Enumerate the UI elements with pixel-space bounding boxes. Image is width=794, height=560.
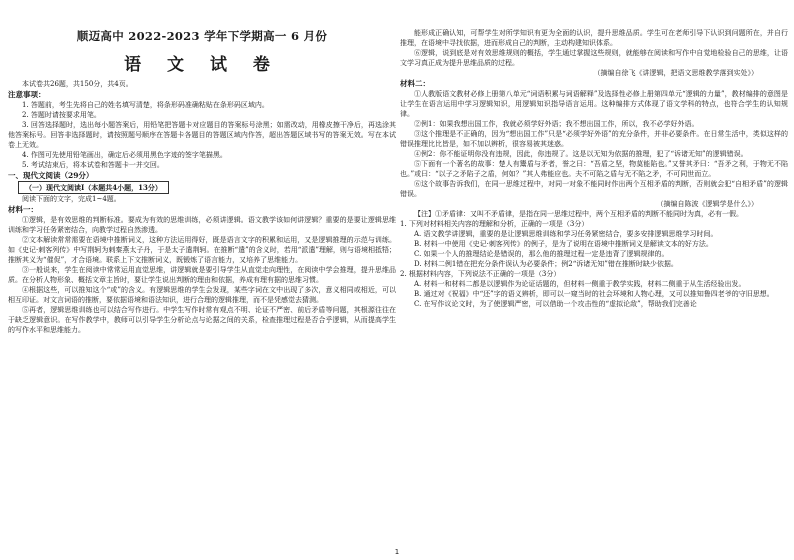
question-option: D. 材料二例1错在把充分条件误认为必要条件；例2“诉诸无知”错在推断时缺少依据。 [414, 260, 678, 268]
material-paragraph: ③一般说来，学生在阅读中常常运用直觉思维，讲逻辑就是要引导学生从直觉走向理性，在阅读中学会推理，提升思维品质。在分析人物形象、概括文章主旨时，要让学生说出判断的理由和依据，养成有理有据的思维习惯。 [8, 266, 396, 284]
question-option: C. 在写作议论文时，为了使逻辑严密，可以借助一个攻击性的“虚拟论敌”，帮助我们完善论 [414, 300, 697, 308]
notice-title: 注意事项： [8, 90, 46, 99]
notice-item: 3. 回答选择题时，选出每小题答案后，用铅笔把答题卡对应题目的答案标号涂黑；如需改动，用橡皮擦干净后，再选涂其他答案标号。回答非选择题时，请按照题号顺序在答题卡各题目的答题区域内作答，超出答题区域书写的答案无效。写在本试卷上无效。 [8, 121, 396, 149]
question-option: B. 通过对《祝福》中“还”字的语义辨析，即可以一窥当时的社会环境和人物心理，又可以推知鲁四老爷的守旧思想。 [414, 290, 774, 298]
material-paragraph: 能形成正确认知，可帮学生对所学知识有更为全面的认识，提升思维品质。学生可在老师引导下认识到问题所在，并自行推理，在语境中寻找依据，进而形成自己的判断，主动构建知识体系。 [400, 29, 788, 47]
notice-item: 5. 考试结束后，将本试卷和答题卡一并交回。 [22, 161, 164, 169]
material-paragraph: ③这个推理是不正确的，因为“想出国工作”只是“必须学好外语”的充分条件，并非必要条件。在日常生活中，类似这样的错误推理比比皆是，如不加以辨析，很容易被其迷惑。 [400, 130, 788, 148]
question-option: C. 如果一个人的推理结论是错误的，那么他的推理过程一定是违背了逻辑规律的。 [414, 250, 669, 258]
question-stem: 1. 下列对材料相关内容的理解和分析，正确的一项是（3分） [400, 220, 589, 228]
question-option: A. 材料一和材料二都是以逻辑作为论证话题的，但材料一侧重于教学实践，材料二侧重于从生活经验出发。 [414, 280, 746, 288]
right-column [400, 0, 788, 548]
material-paragraph: ④根据这些，可以推知这个“或”的含义。有逻辑思维的学生会发现，某些字词在文中出现了多次，意义相同或相近，可以相互印证。对文言词语的推断，要依据语境和语法知识，进行合理的逻辑推理，而不是凭感觉去猜测。 [8, 286, 396, 304]
subsection-label: （一）现代文阅读Ⅰ（本题共4小题，13分） [18, 181, 169, 194]
source-citation: （摘编自陈波《逻辑学是什么》） [656, 200, 758, 208]
material-paragraph: ⑤再者，逻辑思维训练也可以结合写作进行。中学生写作时常有观点不明、论证不严密、前后矛盾等问题，其根源往往在于缺乏逻辑意识。在写作教学中，教师可以引导学生分析论点与论据之间的关系，检查推理过程是否合乎逻辑，从而提高学生的写作水平和思维能力。 [8, 306, 396, 334]
question-option: B. 材料一中使用《史记·刺客列传》的例子，是为了说明在语境中推断词义是解读文本的好方法。 [414, 240, 713, 248]
reading-instruction: 阅读下面的文字，完成1~4题。 [22, 195, 121, 203]
subsection-title [8, 181, 396, 194]
page-number: 1 [394, 548, 400, 556]
material-label: 材料一： [8, 205, 38, 214]
notice-item: 4. 作图可先使用铅笔画出，确定后必须用黑色字迹的签字笔描黑。 [22, 151, 227, 159]
exam-info: 本试卷共26题，共150分，共4页。 [22, 80, 133, 88]
notice-item: 2. 答题时请按要求用笔。 [22, 111, 101, 119]
material-label: 材料二： [400, 79, 430, 88]
material-paragraph: ④例2：你不能证明你没有违规，因此，你违规了。这是以无知为依据的推理，犯了“诉诸无知”的逻辑错误。 [414, 150, 748, 158]
material-paragraph: ②文本解读常常需要在语境中推断词义，这种方法运用得好，既是语言文字的积累和运用，又是逻辑推理的示范与训练。如《史记·刺客列传》中写荆轲为刺秦燕太子丹，于是太子遣荆轲。在推断“遣”的含义时，若用“派遣”理解，则与语境相抵牾；推断其义为“催促”，才合语境。联系上下文推断词义，既锻炼了语言能力，又培养了思维能力。 [8, 236, 396, 264]
left-column [8, 0, 396, 548]
material-paragraph: ②例1：如果我想出国工作，我就必须学好外语；我不想出国工作，所以，我不必学好外语。 [414, 120, 699, 128]
material-paragraph: ⑤下面有一个著名的故事：楚人有鬻盾与矛者，誉之曰：“吾盾之坚，物莫能陷也。”又誉其矛曰：“吾矛之利，于物无不陷也。”或曰：“以子之矛陷子之盾，何如？”其人弗能应也。夫不可陷之盾与无不陷之矛，不可同世而立。 [400, 160, 788, 178]
material-paragraph: ①人教版语文教材必修上册第八单元“词语积累与词语解释”及选择性必修上册第四单元“逻辑的力量”，教材编排的意图是让学生在语言运用中学习逻辑知识，用逻辑知识指导语言运用。这种编排方式体现了语文学科的特点，也符合学生的认知规律。 [400, 90, 788, 118]
question-stem: 2. 根据材料内容，下列说法不正确的一项是（3分） [400, 270, 561, 278]
source-citation: （摘编自徐飞《讲逻辑，把语文思维教学落到实处》） [593, 69, 758, 77]
exam-title: 顺迈高中 2022-2023 学年下学期高一 6 月份 [76, 29, 328, 43]
material-paragraph: ⑥逻辑，说到底是对有效思维规则的概括，学生通过掌握这些规则，就能够在阅读和写作中自觉地检验自己的思维，让语文学习真正成为提升思维品质的过程。 [400, 49, 788, 67]
notice-item: 1. 答题前，考生先将自己的姓名填写清楚，将条形码准确粘贴在条形码区域内。 [22, 101, 269, 109]
question-option: A. 语文教学讲逻辑，重要的是让逻辑思维训练和学习任务紧密结合，要多安排逻辑思维学习时间。 [414, 230, 718, 238]
material-paragraph: ①逻辑，是有效思维的判断标准。要成为有效的思维训练，必须讲逻辑。语文教学该如何讲逻辑？重要的是要让逻辑思维训练和学习任务紧密结合，向教学过程自然渗透。 [8, 216, 396, 234]
subject-title: 语 文 试 卷 [124, 55, 280, 75]
section-title: 一、现代文阅读（29分） [8, 171, 94, 180]
footnote: 【注】①矛盾律：又叫不矛盾律，是指在同一思维过程中，两个互相矛盾的判断不能同时为真，必有一假。 [414, 210, 743, 218]
material-paragraph: ⑥这个故事告诉我们，在同一思维过程中，对同一对象不能同时作出两个互相矛盾的判断，否则就会犯“自相矛盾”的逻辑错误。 [400, 180, 788, 198]
